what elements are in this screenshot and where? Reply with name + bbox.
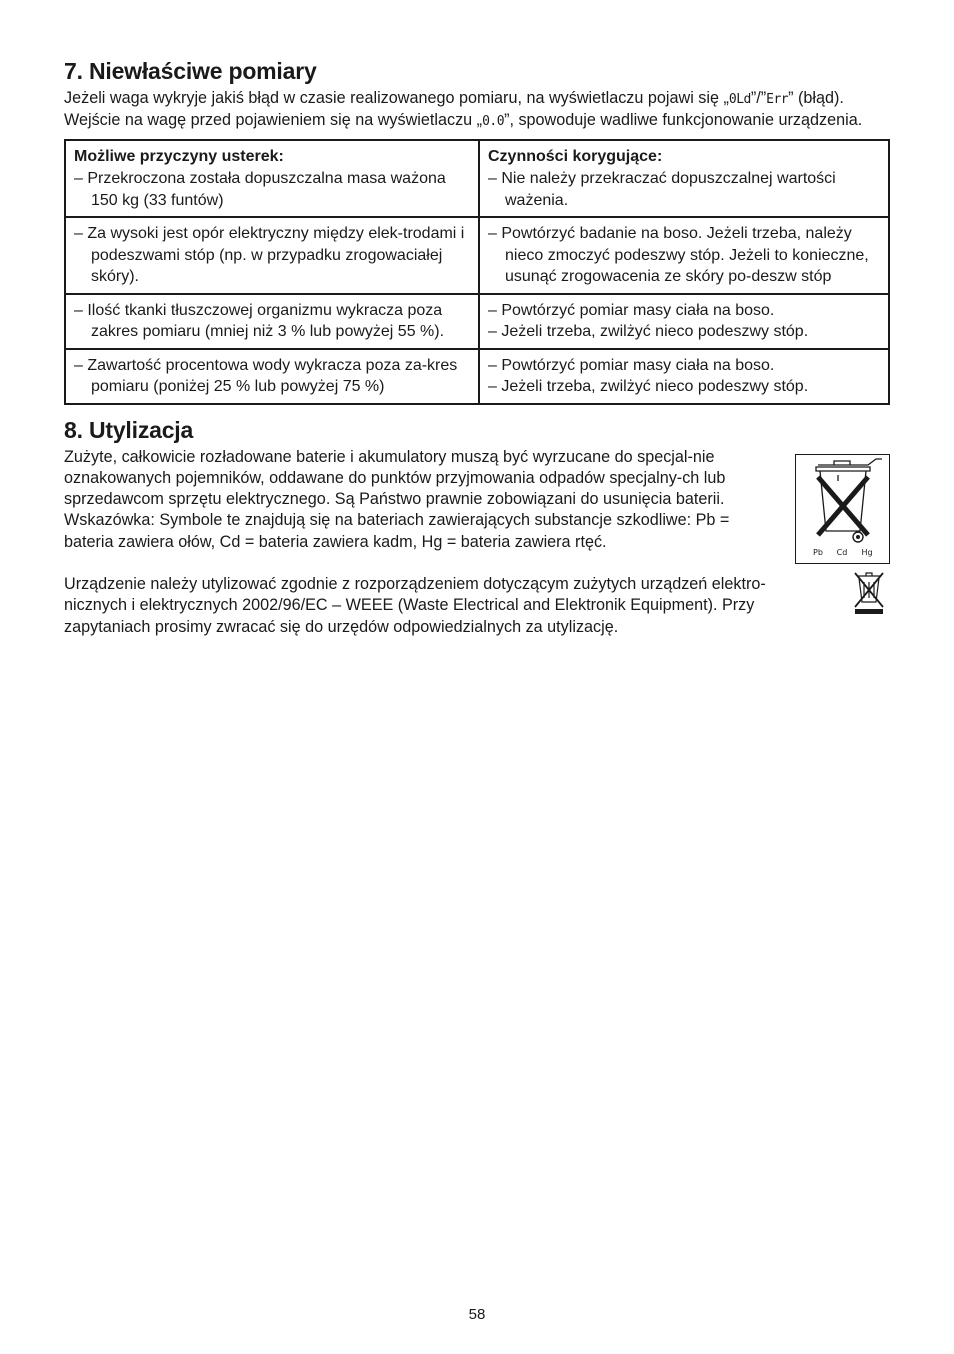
page-number: 58 <box>468 1306 486 1323</box>
action-item: – Powtórzyć pomiar masy ciała na boso. <box>488 356 775 374</box>
text-fragment: ”/” <box>750 89 767 107</box>
table-cell <box>479 294 889 349</box>
text-fragment: ”, spowoduje wadliwe funkcjonowanie urządzenia. <box>504 111 863 130</box>
action-item: – Powtórzyć pomiar masy ciała na boso. <box>488 301 775 319</box>
table-row <box>65 294 889 349</box>
column-header-causes: Możliwe przyczyny usterek: <box>74 147 284 165</box>
table-row <box>65 217 889 294</box>
action-item: – Powtórzyć badanie na boso. Jeżeli trzeba, należy nieco zmoczyć podeszwy stóp. Jeżeli to konieczne, usunąć zrogowacenia ze skóry po-deszw stóp <box>488 225 869 286</box>
table-row <box>65 349 889 404</box>
section7-heading: 7. Niewłaściwe pomiary <box>64 58 317 84</box>
table-cell <box>65 140 479 218</box>
section8-paragraph-3: Urządzenie należy utylizować zgodnie z rozporządzeniem dotyczącym zużytych urządzeń elektro-nicznych i elektrycznych 2002/96/EC – WEEE (Waste Electrical and Elektronik Equipment). Przy zapytaniach prosimy zwracać się do urzędów odpowiedzialnych za utylizację. <box>64 575 766 636</box>
page-content <box>64 58 890 638</box>
section8-paragraph-1: Zużyte, całkowicie rozładowane baterie i akumulatory muszą być wyrzucane do specjal-nie oznakowanych pojemników, oddawane do punktów przyjmowania odpadów specjalny-ch lub sprzedawcom sprzętu elektrycznego. Są Państwo prawnie zobowiązani do usunięcia baterii. <box>64 447 726 509</box>
section8 <box>64 417 890 638</box>
section8-paragraph-2: Wskazówka: Symbole te znajdują się na bateriach zawierających substancje szkodliwe: Pb = bateria zawiera ołów, Cd = bateria zawiera kadm, Hg = bateria zawiera rtęć. <box>64 511 730 551</box>
cause-item: – Ilość tkanki tłuszczowej organizmu wykracza poza zakres pomiaru (mniej niż 3 % lub powyżej 55 %). <box>74 301 445 341</box>
action-item: – Jeżeli trzeba, zwilżyć nieco podeszwy stóp. <box>488 378 809 396</box>
action-item: – Jeżeli trzeba, zwilżyć nieco podeszwy stóp. <box>488 323 809 341</box>
troubleshooting-table <box>64 139 890 405</box>
cause-item: – Za wysoki jest opór elektryczny między elek-trodami i podeszwami stóp (np. w przypadku zrogowaciałej skóry). <box>74 225 465 286</box>
lead-label: Pb <box>813 547 823 557</box>
table-cell <box>65 349 479 404</box>
weee-block <box>64 574 890 638</box>
table-cell <box>479 217 889 294</box>
lcd-code-zero: 0.0 <box>482 114 505 130</box>
battery-disposal-text <box>64 447 776 553</box>
column-header-actions: Czynności korygujące: <box>488 147 663 165</box>
text-fragment: Jeżeli waga wykryje jakiś błąd w czasie realizowanego pomiaru, na wyświetlaczu pojawi się „ <box>64 89 729 107</box>
cadmium-label: Cd <box>836 547 848 557</box>
table-cell <box>65 217 479 294</box>
table-cell <box>479 140 889 218</box>
table-cell <box>65 294 479 349</box>
table-cell <box>479 349 889 404</box>
weee-crossed-bin-icon <box>852 570 886 616</box>
lcd-code-err: Err <box>766 92 789 107</box>
section7-paragraph-1 <box>64 88 890 110</box>
text-fragment: ” (błąd). <box>788 89 844 107</box>
section7-paragraph-2 <box>64 110 890 132</box>
section8-heading: 8. Utylizacja <box>64 416 194 443</box>
mercury-label: Hg <box>861 547 873 557</box>
action-item: – Nie należy przekraczać dopuszczalnej wartości ważenia. <box>488 170 836 209</box>
cause-item: – Przekroczona została dopuszczalna masa ważona 150 kg (33 funtów) <box>74 170 446 209</box>
battery-disposal-block <box>64 447 890 557</box>
table-row <box>65 140 889 218</box>
lcd-code-old: 0Ld <box>728 92 751 107</box>
cause-item: – Zawartość procentowa wody wykracza poza za-kres pomiaru (poniżej 25 % lub powyżej 75 %) <box>74 356 458 396</box>
crossed-bin-battery-icon <box>795 454 890 564</box>
text-fragment: Wejście na wagę przed pojawieniem się na wyświetlaczu „ <box>64 111 483 130</box>
